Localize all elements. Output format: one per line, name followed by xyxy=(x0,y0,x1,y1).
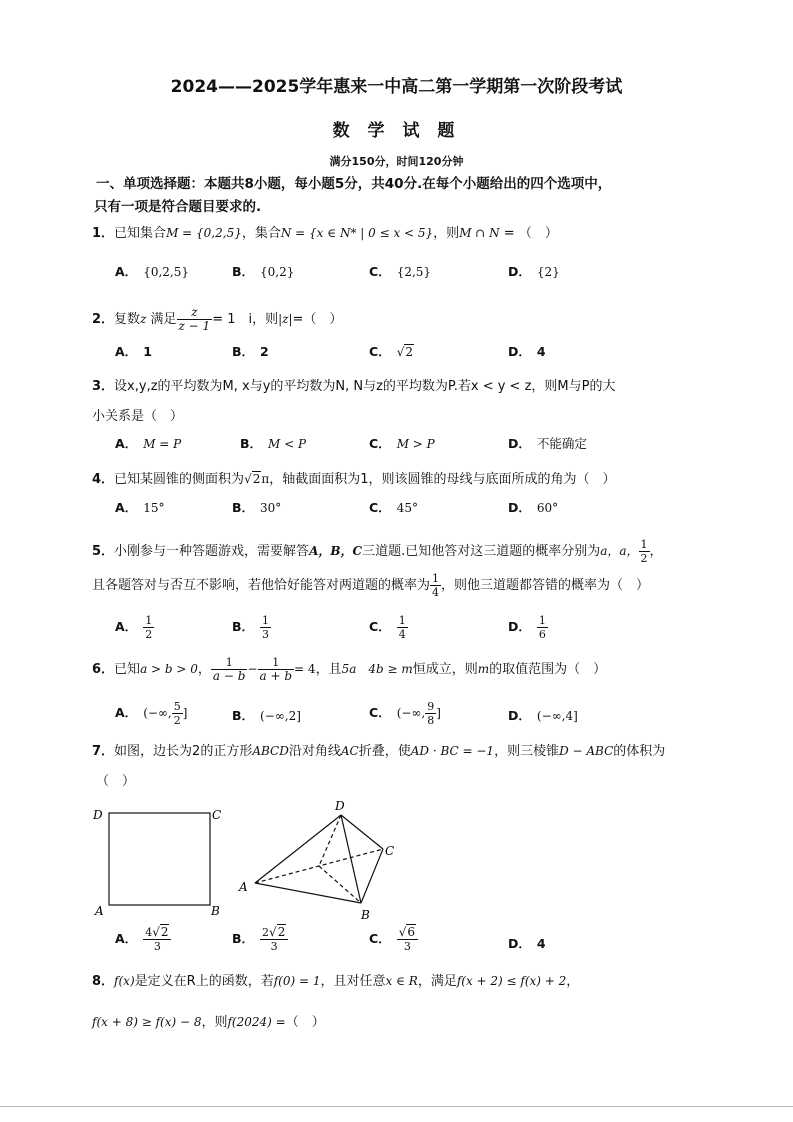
q1-set-n: N = {x ∈ N* | 0 ≤ x < 5} xyxy=(280,226,434,240)
interval-end: ] xyxy=(436,706,441,720)
coefficient: 4 xyxy=(145,926,153,939)
question-number: 3． xyxy=(92,379,115,394)
question-7-stem xyxy=(92,740,665,759)
q6-fraction-1 xyxy=(211,656,248,683)
frac-denominator: 3 xyxy=(153,940,161,953)
option-text: 1 xyxy=(143,344,152,359)
option-label: A． xyxy=(115,705,138,720)
option-text: 15° xyxy=(143,501,165,515)
q5-probs: a，a， xyxy=(600,544,639,558)
option-fraction xyxy=(143,926,171,953)
frac-numerator: 1 xyxy=(145,614,153,627)
q3-line-1: 设x,y,z的平均数为M, x与y的平均数为N, N与z的平均数为P.若x < y < z，则M与P的大 xyxy=(114,379,616,394)
frac-denominator: 6 xyxy=(538,628,546,641)
question-number: 5． xyxy=(92,544,115,559)
q1-option-d[interactable] xyxy=(508,262,560,280)
q7-option-b[interactable] xyxy=(232,926,288,953)
sqrt-expression: √2 xyxy=(152,925,169,939)
option-text: (−∞,4] xyxy=(536,709,578,723)
option-text: 60° xyxy=(536,501,559,515)
q4-option-c[interactable] xyxy=(369,498,418,516)
option-label: D． xyxy=(508,264,531,279)
option-label: D． xyxy=(508,619,531,634)
page-bottom-divider xyxy=(0,1106,793,1107)
q2-text-4: =（ ） xyxy=(292,312,343,327)
option-label: A． xyxy=(115,344,138,359)
q8-text-5: ， xyxy=(566,974,580,989)
option-label: C． xyxy=(369,344,391,359)
pyramid-label-d: D xyxy=(335,799,345,813)
option-text: 不能确定 xyxy=(536,436,587,451)
option-fraction xyxy=(397,926,418,953)
q4-option-d[interactable] xyxy=(508,498,558,516)
frac-denominator: 8 xyxy=(427,714,435,727)
interval-start: (−∞, xyxy=(143,706,172,720)
q8-inequality-2: f(x + 8) ≥ f(x) − 8 xyxy=(92,1015,202,1029)
q8-text-2: 上的函数，若 xyxy=(195,974,274,989)
frac-denominator: 4 xyxy=(432,586,440,599)
q7-option-d[interactable] xyxy=(508,934,546,952)
q5-option-c[interactable] xyxy=(369,614,408,641)
q6-text-4: 的取值范围为（ ） xyxy=(489,662,607,677)
option-text: (−∞,2] xyxy=(260,709,301,723)
question-5-stem xyxy=(92,538,663,565)
frac-numerator: 1 xyxy=(640,538,648,551)
question-8-stem xyxy=(92,970,579,989)
option-fraction xyxy=(425,700,436,727)
q2-option-c[interactable] xyxy=(369,342,414,360)
question-number: 6． xyxy=(92,662,115,677)
option-label: A． xyxy=(115,436,138,451)
q7-diagonal: AC xyxy=(340,744,359,758)
q8-text-7: （ ） xyxy=(285,1015,325,1030)
q6-option-c[interactable] xyxy=(369,700,441,727)
option-label: D． xyxy=(508,436,531,451)
q5-option-a[interactable] xyxy=(115,614,154,641)
q2-abs: |z| xyxy=(278,312,293,326)
sqrt-expression: √2 xyxy=(244,472,261,486)
q1-set-m: M = {0,2,5} xyxy=(166,226,242,240)
q8-text-4: ，满足 xyxy=(417,974,457,989)
option-label: B． xyxy=(240,436,263,451)
option-label: D． xyxy=(508,936,531,951)
sqrt-expression: √6 xyxy=(398,925,415,939)
option-label: C． xyxy=(369,619,391,634)
option-text: 4 xyxy=(536,344,546,359)
q5-option-d[interactable] xyxy=(508,614,548,641)
question-number: 4． xyxy=(92,472,115,487)
q6-text-3: 恒成立，则 xyxy=(412,662,478,677)
option-label: D． xyxy=(508,500,531,515)
frac-denominator: z − 1 xyxy=(178,319,211,333)
section-heading-line1: 一、单项选择题：本题共8小题，每小题5分，共40分.在每个小题给出的四个选项中， xyxy=(96,176,612,192)
option-fraction xyxy=(397,614,408,641)
option-fraction xyxy=(172,700,183,727)
q7-square: ABCD xyxy=(252,744,289,758)
q1-text-3: ，则 xyxy=(433,226,460,241)
option-label: B． xyxy=(232,619,255,634)
interval-start: (−∞, xyxy=(396,706,426,720)
option-label: A． xyxy=(115,264,138,279)
question-1-stem xyxy=(92,222,558,241)
q6-text-2: ，且 xyxy=(315,662,342,677)
q7-text-1: 如图，边长为2的正方形 xyxy=(114,744,253,759)
q2-text-3: = 1 i，则 xyxy=(212,312,279,327)
q1-text-2: ，集合 xyxy=(241,226,281,241)
pyramid-dabc xyxy=(255,815,383,903)
question-2-stem xyxy=(92,306,342,333)
exam-subtitle: 数 学 试 题 xyxy=(332,121,461,141)
frac-numerator: 1 xyxy=(258,656,295,670)
fold-line-hidden-2 xyxy=(319,866,361,903)
option-label: A． xyxy=(115,500,138,515)
option-text: {0,2,5} xyxy=(143,265,189,279)
option-text: M > P xyxy=(396,437,435,451)
frac-denominator: 2 xyxy=(173,714,181,727)
square-label-c: C xyxy=(212,808,222,822)
option-label: B． xyxy=(232,500,255,515)
option-label: C． xyxy=(369,705,391,720)
radicand: 6 xyxy=(407,925,415,939)
option-label: C． xyxy=(369,931,391,946)
q7-pyramid: D − ABC xyxy=(559,744,614,758)
option-label: C． xyxy=(369,436,391,451)
frac-numerator xyxy=(397,926,418,940)
coefficient: 2 xyxy=(262,926,270,939)
sqrt-expression: √2 xyxy=(269,925,286,939)
q7-option-a[interactable] xyxy=(115,926,171,953)
interval-end: ] xyxy=(182,706,188,720)
frac-denominator: 2 xyxy=(145,628,153,641)
option-text: M = P xyxy=(143,437,182,451)
q4-text-1: 已知某圆锥的侧面积为 xyxy=(114,472,245,487)
q7-dot-product: AD · BC = −1 xyxy=(410,744,495,758)
frac-denominator: a + b xyxy=(259,669,293,683)
frac-denominator: 2 xyxy=(640,552,648,565)
q5-abc: A，B，C xyxy=(309,544,363,558)
q4-option-a[interactable] xyxy=(115,498,164,516)
q6-option-d[interactable] xyxy=(508,706,578,724)
q7-text-2: 沿对角线 xyxy=(288,744,341,759)
square-label-d: D xyxy=(93,808,103,822)
q7-option-c[interactable] xyxy=(369,926,418,953)
sqrt-expression: √2 xyxy=(396,345,413,359)
option-label: B． xyxy=(232,708,255,723)
option-text: 2 xyxy=(260,344,269,359)
radicand: 2 xyxy=(160,925,169,939)
q6-equals: = 4 xyxy=(294,662,316,676)
q6-text-1: 已知 xyxy=(114,662,141,677)
q6-option-b[interactable] xyxy=(232,706,301,724)
question-6-stem xyxy=(92,656,606,683)
square-abcd xyxy=(109,813,210,905)
q6-fraction-2 xyxy=(258,656,295,683)
frac-numerator: 5 xyxy=(173,700,181,713)
q8-text-3: ，且对任意 xyxy=(320,974,386,989)
frac-numerator: 1 xyxy=(538,614,546,627)
q5-option-b[interactable] xyxy=(232,614,271,641)
option-label: D． xyxy=(508,344,531,359)
frac-numerator: 1 xyxy=(432,572,440,585)
radicand: 2 xyxy=(252,472,261,486)
q6-minus: − xyxy=(247,662,258,676)
q2-fraction xyxy=(177,306,213,333)
q2-text-2: 满足 xyxy=(150,312,177,327)
q4-option-b[interactable] xyxy=(232,498,281,516)
q2-var: z xyxy=(140,312,147,326)
q5-text-3: ， xyxy=(649,544,663,559)
q1-expr: M ∩ N xyxy=(459,226,500,240)
q7-text-5: 的体积为 xyxy=(613,744,666,759)
q1-text-1: 已知集合 xyxy=(114,226,167,241)
q8-text-6: ，则 xyxy=(201,1015,228,1030)
question-number: 8． xyxy=(92,974,115,989)
option-text: {2,5} xyxy=(396,265,432,279)
radicand: 2 xyxy=(277,925,286,939)
q3-option-d[interactable] xyxy=(508,434,587,452)
q6-var: m xyxy=(477,662,490,676)
option-label: A． xyxy=(115,931,138,946)
option-label: A． xyxy=(115,619,138,634)
q6-inequality: 5a 4b ≥ m xyxy=(341,662,413,676)
frac-numerator: 1 xyxy=(211,656,248,670)
option-label: C． xyxy=(369,500,391,515)
frac-denominator: 4 xyxy=(398,628,406,641)
option-fraction xyxy=(537,614,548,641)
frac-denominator: 3 xyxy=(262,628,270,641)
q6-condition: a > b > 0 xyxy=(140,662,198,676)
frac-denominator: a − b xyxy=(212,669,246,683)
option-label: B． xyxy=(232,931,255,946)
frac-numerator xyxy=(260,926,288,940)
q8-reals: R xyxy=(186,974,196,989)
q7-figure xyxy=(85,795,415,925)
q3-option-a[interactable] xyxy=(115,434,181,452)
frac-denominator: 3 xyxy=(403,940,411,953)
pyramid-label-c: C xyxy=(385,844,395,858)
pi-symbol: π xyxy=(261,472,270,486)
edge-ad xyxy=(255,815,341,883)
q8-initial: f(0) = 1 xyxy=(273,974,321,988)
q5-line2-b: ，则他三道题都答错的概率为（ ） xyxy=(441,578,650,593)
square-label-a: A xyxy=(95,904,104,918)
q3-option-c[interactable] xyxy=(369,434,435,452)
exam-info: 满分150分，时间120分钟 xyxy=(329,155,464,168)
q2-text-1: 复数 xyxy=(114,312,141,327)
q7-text-4: ，则三棱锥 xyxy=(494,744,560,759)
question-7-stem-line2: （ ） xyxy=(96,774,136,789)
q8-text-1: 是定义在 xyxy=(134,974,187,989)
q1-option-b[interactable] xyxy=(232,262,294,280)
q5-half xyxy=(639,538,650,565)
option-fraction xyxy=(260,614,271,641)
frac-numerator: 9 xyxy=(427,700,435,713)
q8-ask: f(2024) = xyxy=(227,1015,286,1029)
q5-quarter xyxy=(430,572,441,599)
q6-separator: ， xyxy=(197,662,211,677)
question-number: 2． xyxy=(92,312,115,327)
frac-numerator: 1 xyxy=(398,614,406,627)
question-4-stem xyxy=(92,468,616,487)
q2-option-b[interactable] xyxy=(232,342,269,360)
option-fraction xyxy=(260,926,288,953)
question-3-stem-line2: 小关系是（ ） xyxy=(92,409,184,424)
q8-domain: x ∈ R xyxy=(385,974,418,988)
q2-option-d[interactable] xyxy=(508,342,546,360)
option-text: {0,2} xyxy=(260,265,295,279)
q5-line2-a: 且各题答对与否互不影响，若他恰好能答对两道题的概率为 xyxy=(92,578,431,593)
square-label-b: B xyxy=(211,904,220,918)
pyramid-label-a: A xyxy=(239,880,248,894)
frac-numerator: 1 xyxy=(262,614,270,627)
question-3-stem xyxy=(92,375,615,394)
edge-ab xyxy=(255,883,361,903)
fold-line-hidden xyxy=(319,815,341,866)
q2-option-a[interactable] xyxy=(115,342,152,360)
q8-inequality-1: f(x + 2) ≤ f(x) + 2 xyxy=(456,974,567,988)
question-8-stem-line2 xyxy=(92,1011,325,1030)
radicand: 2 xyxy=(405,345,413,359)
option-label: D． xyxy=(508,708,531,723)
q7-text-3: 折叠，使 xyxy=(358,744,411,759)
q8-function: f(x) xyxy=(114,974,135,988)
option-text: 45° xyxy=(396,501,418,515)
section-heading-line2: 只有一项是符合题目要求的. xyxy=(94,199,262,215)
question-number: 1． xyxy=(92,226,115,241)
q5-text-2: 三道题.已知他答对这三道题的概率分别为 xyxy=(362,544,601,559)
option-label: B． xyxy=(232,264,255,279)
option-text: 30° xyxy=(260,501,282,515)
option-text: M < P xyxy=(268,437,307,451)
frac-numerator: z xyxy=(177,306,213,320)
q6-option-a[interactable] xyxy=(115,700,187,727)
frac-denominator: 3 xyxy=(270,940,278,953)
q5-text-1: 小刚参与一种答题游戏，需要解答 xyxy=(114,544,310,559)
option-fraction xyxy=(143,614,154,641)
q1-text-4: = （ ） xyxy=(499,226,558,241)
question-number: 7． xyxy=(92,744,115,759)
q3-option-b[interactable] xyxy=(240,434,306,452)
edge-bc xyxy=(361,849,383,903)
option-label: C． xyxy=(369,264,391,279)
question-5-stem-line2 xyxy=(92,572,649,599)
pyramid-label-b: B xyxy=(361,908,370,922)
option-label: B． xyxy=(232,344,255,359)
q4-text-2: ，轴截面面积为1，则该圆锥的母线与底面所成的角为（ ） xyxy=(269,472,616,487)
exam-title: 2024——2025学年惠来一中高二第一学期第一次阶段考试 xyxy=(170,77,623,97)
frac-numerator xyxy=(143,926,171,940)
option-text: 4 xyxy=(536,936,546,951)
q1-option-c[interactable] xyxy=(369,262,431,280)
option-text: {2} xyxy=(536,265,560,279)
q1-option-a[interactable] xyxy=(115,262,189,280)
